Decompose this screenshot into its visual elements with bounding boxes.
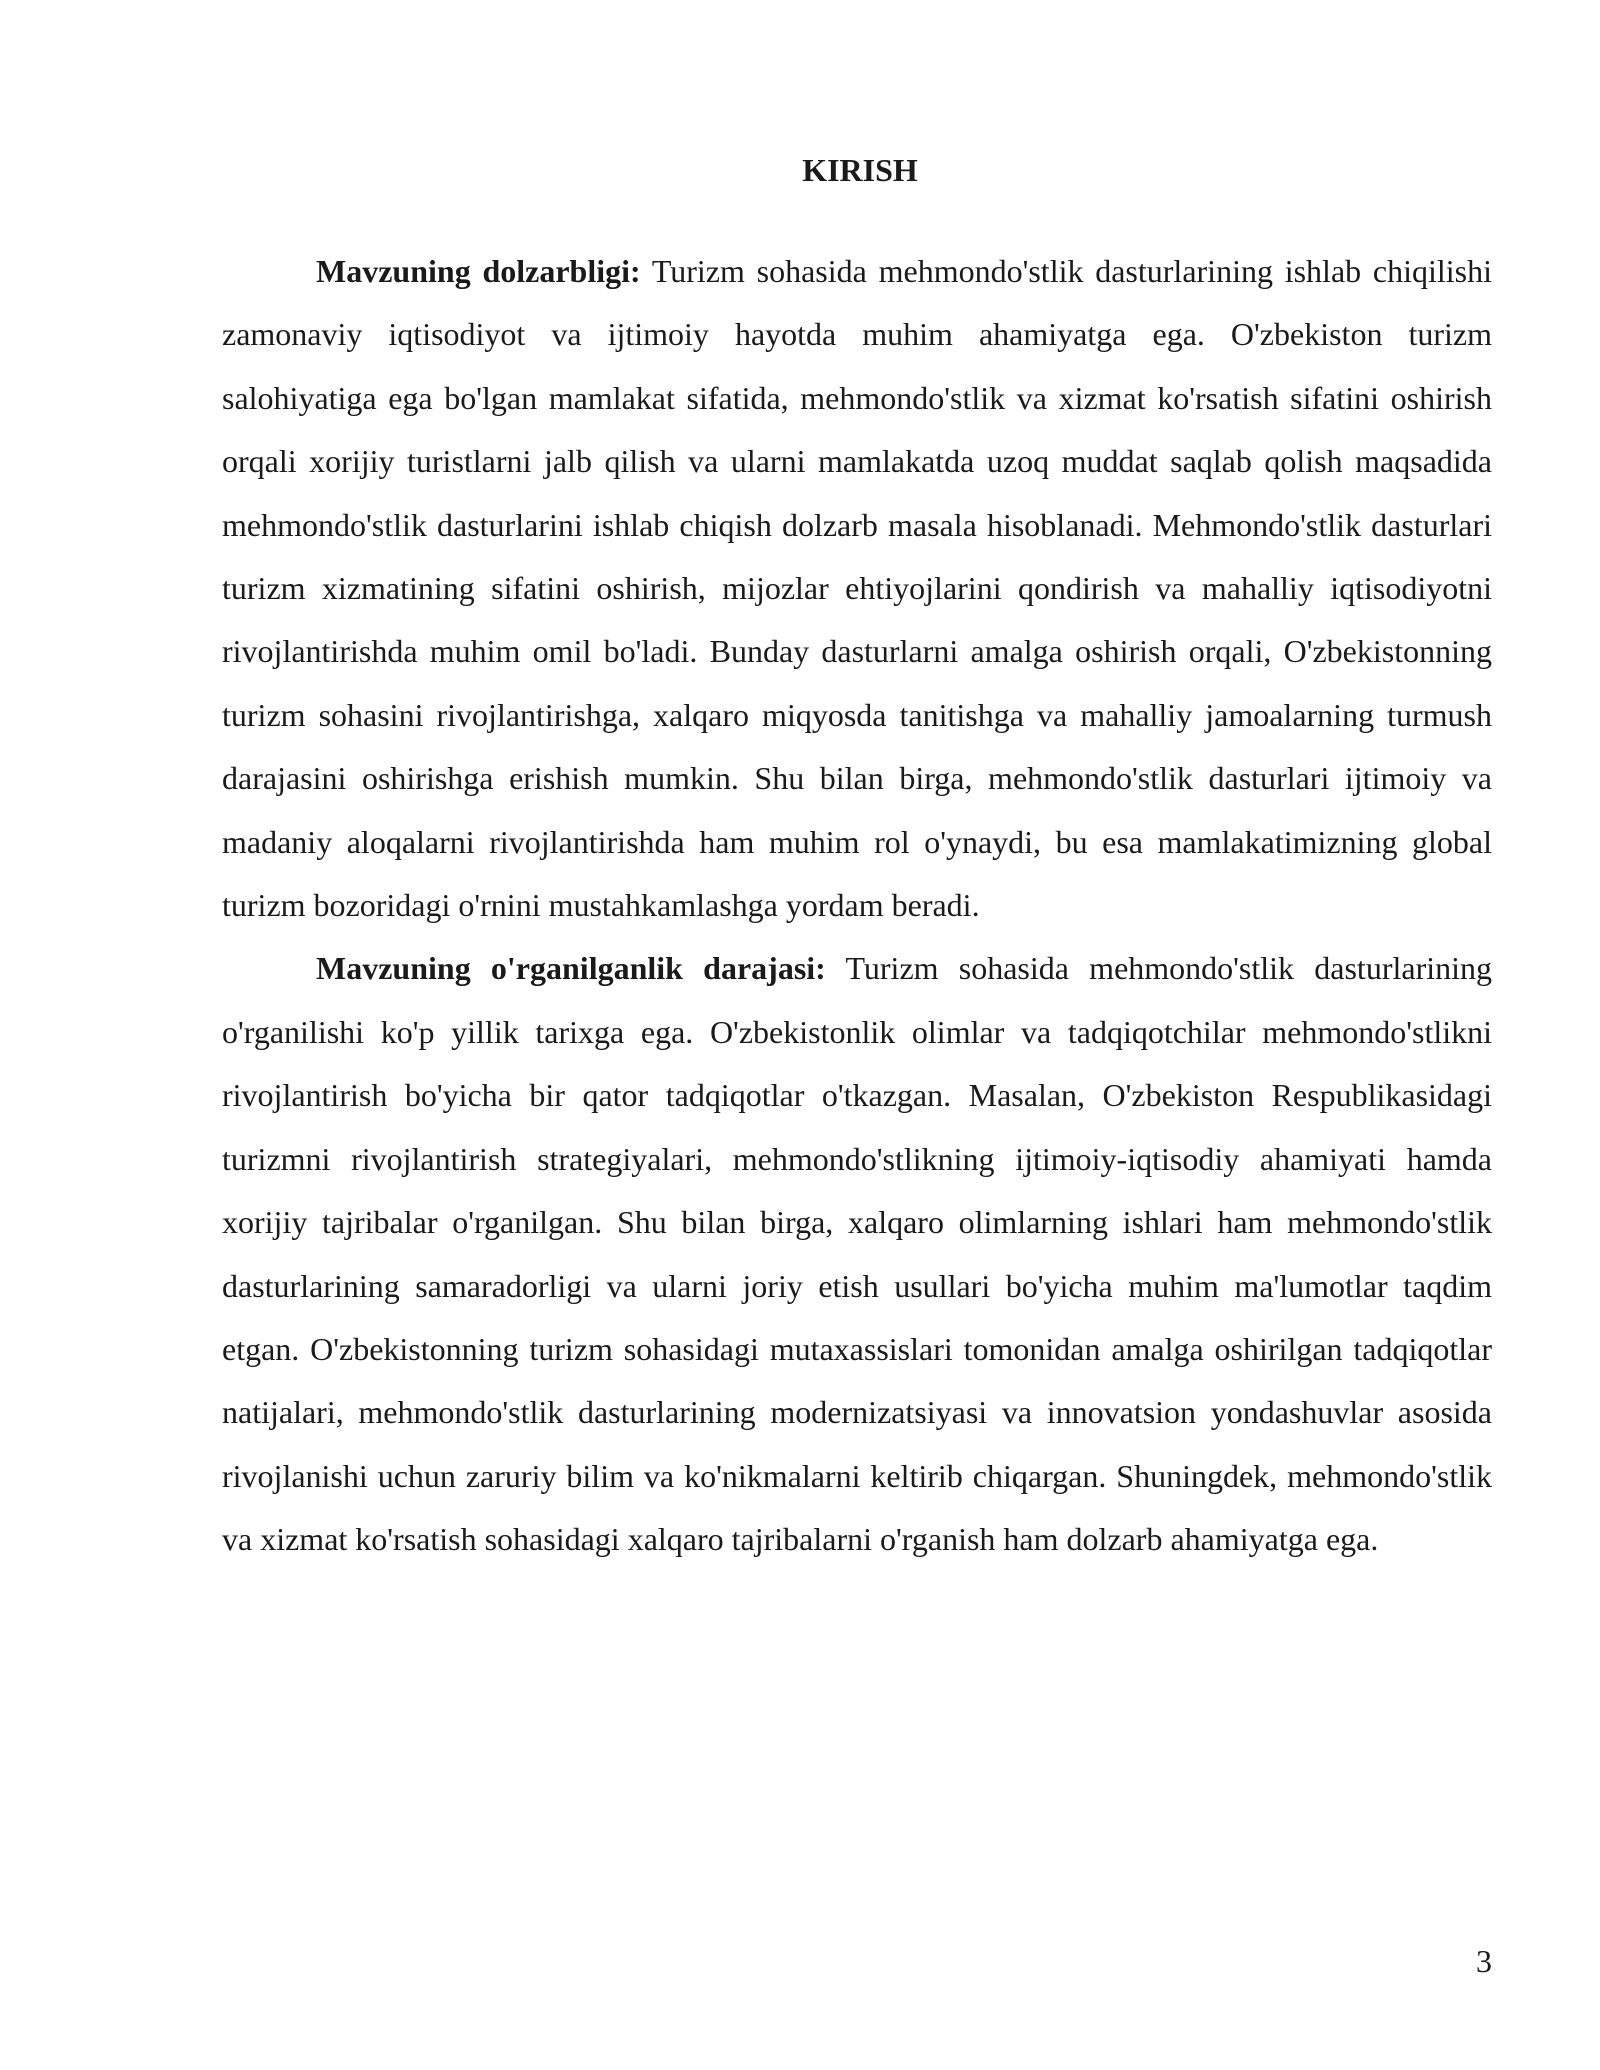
paragraph-relevance-heading: Mavzuning dolzarbligi: [316,253,641,289]
paragraph-study-level-heading: Mavzuning o'rganilganlik darajasi: [316,950,826,987]
paragraph-relevance [222,240,1492,937]
page-number: 3 [1476,1943,1492,1979]
page-title: KIRISH [802,152,918,188]
paragraph-study-level-text: Turizm sohasida mehmondo'stlik dasturlarining o'rganilishi ko'p yillik tarixga ega. O'zbekistonlik olimlar va tadqiqotchilar mehmondo'stlikni rivojlantirish bo'yicha bir qator tadqiqotlar o'tkazgan. Masalan, O'zbekiston Respublikasidagi turizmni rivojlantirish strategiyalari, mehmondo'stlikning ijtimoiy-iqtisodiy ahamiyati hamda xorijiy tajribalar o'rganilgan. Shu bilan birga, xalqaro olimlarning ishlari ham mehmondo'stlik dasturlarining samaradorligi va ularni joriy etish usullari bo'yicha muhim ma'lumotlar taqdim etgan. O'zbekistonning turizm sohasidagi mutaxassislari tomonidan amalga oshirilgan tadqiqotlar natijalari, mehmondo'stlik dasturlarining modernizatsiyasi va innovatsion yondashuvlar asosida rivojlanishi uchun zaruriy bilim va ko'nikmalarni keltirib chiqargan. Shuningdek, mehmondo'stlik va xizmat ko'rsatish sohasidagi xalqaro tajribalarni o'rganish ham dolzarb ahamiyatga ega. [222,950,1492,1558]
document-body [222,240,1492,1572]
paragraph-study-level [222,937,1492,1571]
paragraph-relevance-text: Turizm sohasida mehmondo'stlik dasturlarining ishlab chiqilishi zamonaviy iqtisodiyot va ijtimoiy hayotda muhim ahamiyatga ega. O'zbekiston turizm salohiyatiga ega bo'lgan mamlakat sifatida, mehmondo'stlik va xizmat ko'rsatish sifatini oshirish orqali xorijiy turistlarni jalb qilish va ularni mamlakatda uzoq muddat saqlab qolish maqsadida mehmondo'stlik dasturlarini ishlab chiqish dolzarb masala hisoblanadi. Mehmondo'stlik dasturlari turizm xizmatining sifatini oshirish, mijozlar ehtiyojlarini qondirish va mahalliy iqtisodiyotni rivojlantirishda muhim omil bo'ladi. Bunday dasturlarni amalga oshirish orqali, O'zbekistonning turizm sohasini rivojlantirishga, xalqaro miqyosda tanitishga va mahalliy jamoalarning turmush darajasini oshirishga erishish mumkin. Shu bilan birga, mehmondo'stlik dasturlari ijtimoiy va madaniy aloqalarni rivojlantirishda ham muhim rol o'ynaydi, bu esa mamlakatimizning global turizm bozoridagi o'rnini mustahkamlashga yordam beradi. [222,253,1492,924]
